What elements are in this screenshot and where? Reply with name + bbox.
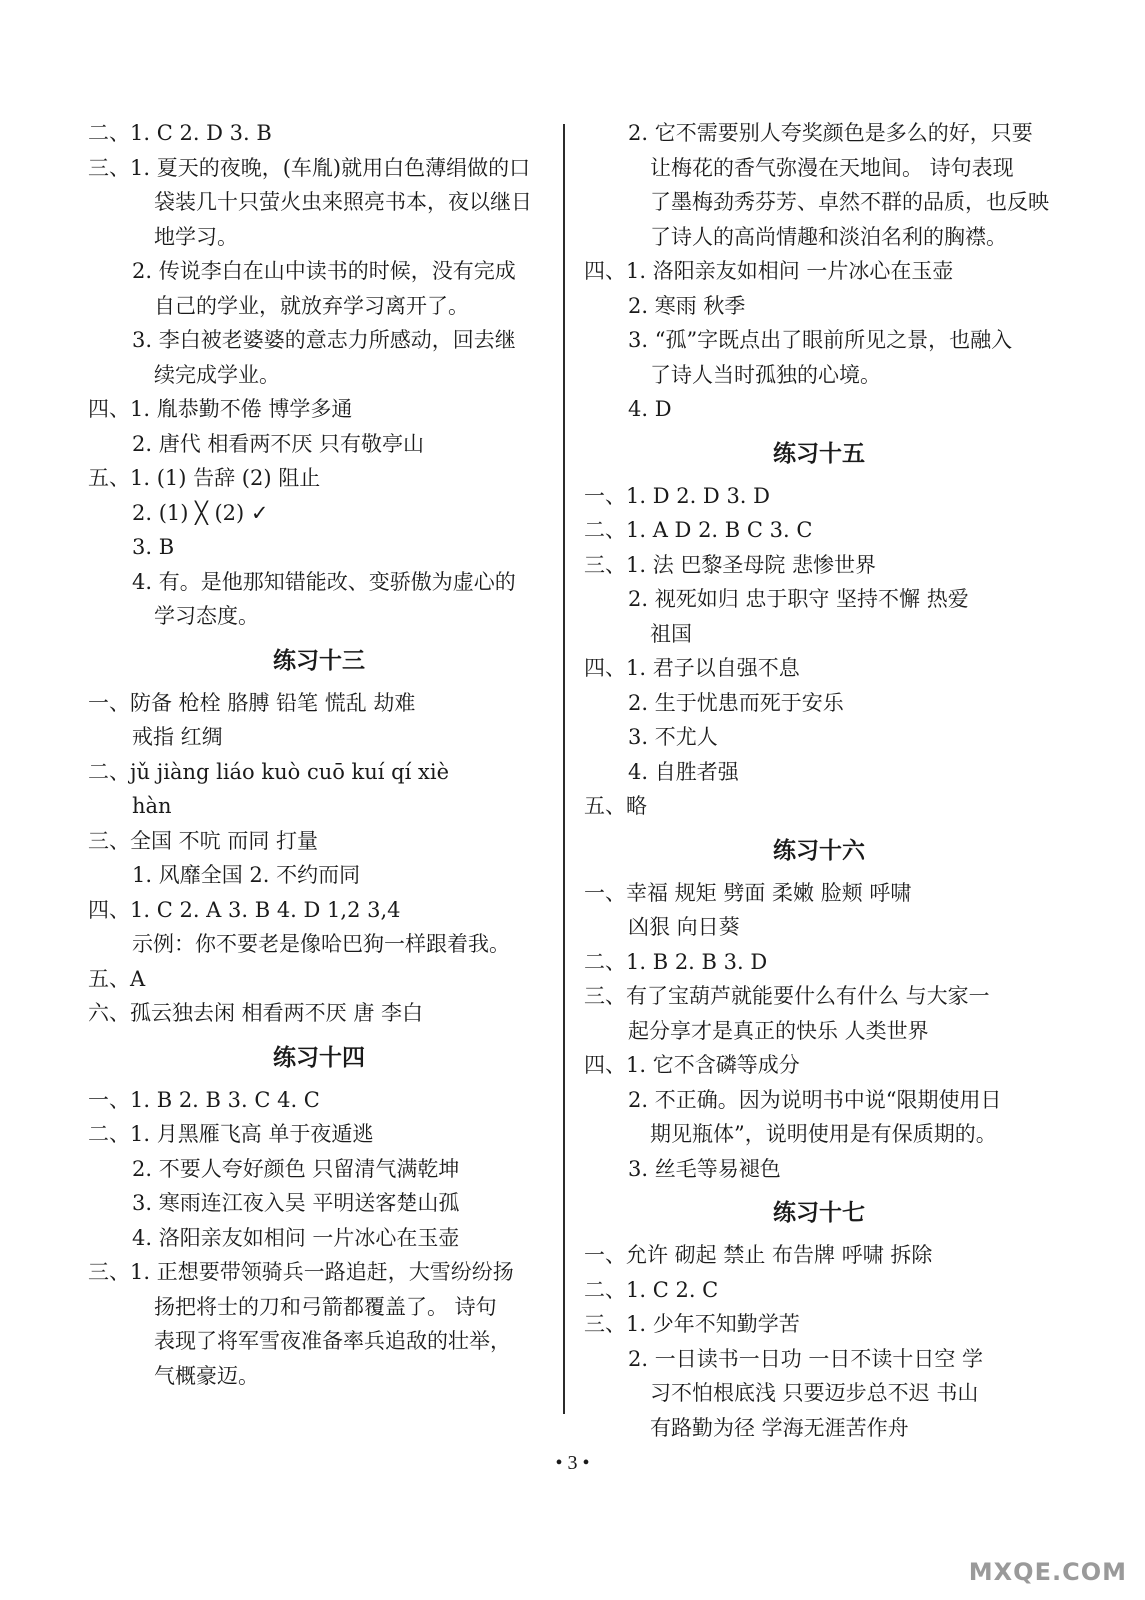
answer-line: 四、1. 洛阳亲友如相问 一片冰心在玉壶: [584, 259, 954, 283]
answer-line: 2. 寒雨 秋季: [628, 293, 746, 318]
answer-line: 三、1. 正想要带领骑兵一路追赶，大雪纷纷扬: [88, 1260, 514, 1284]
answer-line: 五、1. (1) 告辞 (2) 阻止: [88, 466, 321, 490]
answer-line: 2. 生于忧患而死于安乐: [628, 690, 844, 715]
answer-line: 有路勤为径 学海无涯苦作舟: [650, 1415, 909, 1440]
answer-line: 二、1. A D 2. B C 3. C: [584, 518, 813, 542]
answer-line: 3. B: [132, 535, 175, 559]
answer-line: 四、1. C 2. A 3. B 4. D 1,2 3,4: [88, 897, 401, 922]
answer-line: 袋装几十只萤火虫来照亮书本，夜以继日: [154, 190, 532, 214]
answer-line: 让梅花的香气弥漫在天地间。 诗句表现: [650, 155, 1014, 180]
answer-line: 三、1. 少年不知勤学苦: [584, 1312, 800, 1336]
answer-line: 3. “孤”字既点出了眼前所见之景，也融入: [628, 328, 1013, 352]
answer-line: 3. 不尤人: [628, 725, 718, 749]
answer-line: 2. 视死如归 忠于职守 坚持不懈 热爱: [628, 587, 969, 611]
answer-line: 3. 李白被老婆婆的意志力所感动，回去继: [132, 328, 516, 352]
section-heading: 练习十三: [273, 647, 365, 674]
answer-line: 续完成学业。: [154, 362, 280, 387]
answer-line: 四、1. 君子以自强不息: [584, 656, 800, 680]
answer-line: 五、A: [88, 966, 146, 991]
answer-line: 起分享才是真正的快乐 人类世界: [628, 1018, 929, 1043]
answer-line: 气概豪迈。: [154, 1363, 259, 1388]
answer-line: 一、防备 枪栓 胳膊 铅笔 慌乱 劫难: [88, 690, 416, 715]
answer-line: 习不怕根底浅 只要迈步总不迟 书山: [650, 1381, 979, 1405]
answer-line: hàn: [132, 794, 172, 818]
answer-line: 期见瓶体”，说明使用是有保质期的。: [650, 1122, 997, 1146]
answer-line: 戒指 红绸: [132, 725, 223, 749]
answer-line: 二、jǔ jiàng liáo kuò cuō kuí qí xiè: [88, 759, 450, 784]
section-heading: 练习十六: [773, 837, 865, 864]
answer-line: 扬把将士的刀和弓箭都覆盖了。 诗句: [154, 1294, 497, 1319]
answer-line: 四、1. 胤恭勤不倦 博学多通: [88, 397, 353, 421]
answer-line: 二、1. 月黑雁飞高 单于夜遁逃: [88, 1122, 374, 1146]
answer-line: 示例：你不要老是像哈巴狗一样跟着我。: [132, 932, 510, 956]
answer-line: 4. 有。是他那知错能改、变骄傲为虚心的: [132, 569, 516, 594]
answer-line: 2. (1) ╳ (2) ✓: [132, 500, 269, 525]
answer-line: 二、1. B 2. B 3. D: [584, 949, 768, 974]
answer-line: 4. 洛阳亲友如相问 一片冰心在玉壶: [132, 1225, 460, 1250]
answer-line: 二、1. C 2. D 3. B: [88, 121, 272, 145]
answer-line: 二、1. C 2. C: [584, 1277, 719, 1302]
answer-line: 四、1. 它不含磷等成分: [584, 1053, 800, 1077]
answer-line: 3. 寒雨连江夜入吴 平明送客楚山孤: [132, 1191, 460, 1215]
answer-line: 表现了将军雪夜准备率兵追敌的壮举，: [154, 1329, 511, 1353]
watermark-logo: MXQE.COM: [968, 1558, 1127, 1586]
column-divider: [563, 124, 565, 1414]
answer-line: 一、允许 砌起 禁止 布告牌 呼啸 拆除: [584, 1243, 933, 1267]
section-heading: 练习十四: [273, 1044, 365, 1071]
answer-line: 3. 丝毛等易褪色: [628, 1156, 781, 1181]
answer-line: 了诗人当时孤独的心境。: [650, 362, 881, 387]
answer-line: 祖国: [650, 621, 692, 646]
left-column: [88, 116, 550, 1393]
answer-line: 一、1. B 2. B 3. C 4. C: [88, 1087, 320, 1112]
answer-line: 2. 唐代 相看两不厌 只有敬亭山: [132, 431, 425, 456]
answer-line: 凶狠 向日葵: [628, 915, 740, 939]
section-heading: 练习十五: [773, 440, 865, 467]
answer-line: 2. 不要人夸好颜色 只留清气满乾坤: [132, 1156, 460, 1181]
answer-line: 2. 它不需要别人夸奖颜色是多么的好，只要: [628, 121, 1033, 145]
right-column: [584, 116, 1054, 1445]
answer-line: 4. 自胜者强: [628, 759, 739, 784]
answer-line: 了墨梅劲秀芬芳、卓然不群的品质，也反映: [650, 190, 1049, 214]
answer-line: 自己的学业，就放弃学习离开了。: [154, 293, 469, 318]
answer-line: 4. D: [628, 397, 672, 421]
answer-line: 2. 一日读书一日功 一日不读十日空 学: [628, 1346, 984, 1371]
answer-line: 1. 风靡全国 2. 不约而同: [132, 863, 361, 887]
answer-line: 五、略: [584, 794, 647, 818]
answer-line: 2. 不正确。因为说明书中说“限期使用日: [628, 1087, 1002, 1112]
answer-line: 三、1. 夏天的夜晚，(车胤)就用白色薄绢做的口: [88, 155, 531, 180]
section-heading: 练习十七: [773, 1200, 865, 1226]
answer-line: 三、1. 法 巴黎圣母院 悲惨世界: [584, 552, 877, 577]
answer-line: 学习态度。: [154, 604, 259, 628]
answer-line: 地学习。: [154, 224, 238, 249]
answer-line: 一、幸福 规矩 劈面 柔嫩 脸颊 呼啸: [584, 880, 912, 905]
answer-line: 了诗人的高尚情趣和淡泊名利的胸襟。: [650, 224, 1007, 249]
answer-line: 三、全国 不吭 而同 打量: [88, 828, 319, 853]
answer-line: 三、有了宝葫芦就能要什么有什么 与大家一: [584, 984, 990, 1008]
answer-line: 六、孤云独去闲 相看两不厌 唐 李白: [88, 1001, 424, 1025]
page-number: • 3 •: [555, 1452, 590, 1474]
answer-line: 2. 传说李白在山中读书的时候，没有完成: [132, 259, 516, 283]
answer-line: 一、1. D 2. D 3. D: [584, 483, 770, 508]
